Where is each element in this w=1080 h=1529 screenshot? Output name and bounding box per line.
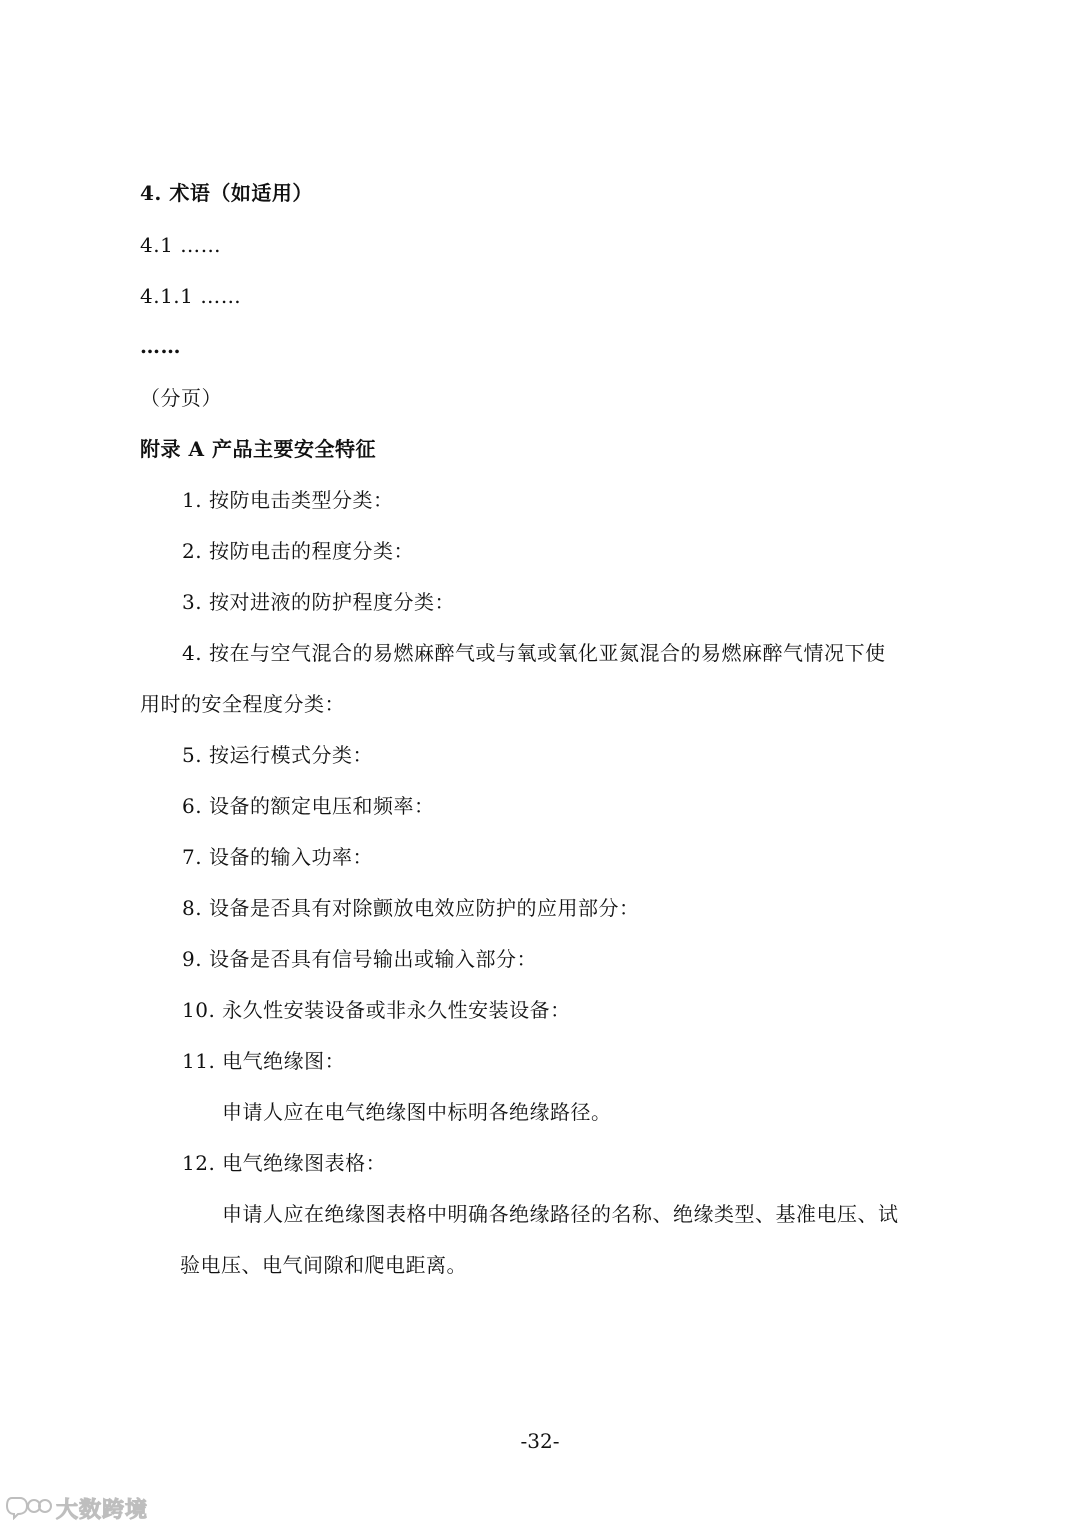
watermark bbox=[6, 1493, 148, 1524]
appendix-item-5: 5. 按运行模式分类： bbox=[182, 743, 373, 767]
page-break-note: （分页） bbox=[140, 386, 222, 410]
appendix-item-11: 11. 电气绝缘图： bbox=[182, 1049, 346, 1073]
section-4-1-1: 4.1.1 …… bbox=[140, 284, 242, 308]
appendix-a-heading: 附录 A 产品主要安全特征 bbox=[140, 437, 376, 461]
page-number: -32- bbox=[520, 1429, 560, 1453]
appendix-item-12: 12. 电气绝缘图表格： bbox=[182, 1151, 387, 1175]
appendix-item-1: 1. 按防电击类型分类： bbox=[182, 488, 394, 512]
appendix-item-2: 2. 按防电击的程度分类： bbox=[182, 539, 414, 563]
appendix-item-4-continued: 用时的安全程度分类： bbox=[140, 692, 345, 716]
appendix-item-3: 3. 按对进液的防护程度分类： bbox=[182, 590, 455, 614]
appendix-item-10: 10. 永久性安装设备或非永久性安装设备： bbox=[182, 998, 571, 1022]
section-4-heading: 4. 术语（如适用） bbox=[140, 181, 313, 205]
appendix-item-4: 4. 按在与空气混合的易燃麻醉气或与氧或氧化亚氮混合的易燃麻醉气情况下使 bbox=[182, 641, 886, 665]
appendix-item-12-detail: 申请人应在绝缘图表格中明确各绝缘路径的名称、绝缘类型、基准电压、试 bbox=[222, 1202, 899, 1226]
appendix-item-6: 6. 设备的额定电压和频率： bbox=[182, 794, 435, 818]
appendix-item-8: 8. 设备是否具有对除颤放电效应防护的应用部分： bbox=[182, 896, 640, 920]
watermark-text: 大数跨境 bbox=[56, 1498, 149, 1523]
appendix-item-11-detail: 申请人应在电气绝缘图中标明各绝缘路径。 bbox=[222, 1100, 612, 1124]
chat-bubble-logo-icon bbox=[6, 1494, 52, 1524]
section-4-1: 4.1 …… bbox=[140, 233, 222, 257]
section-4-ellipsis: …… bbox=[140, 334, 181, 358]
appendix-item-7: 7. 设备的输入功率： bbox=[182, 845, 373, 869]
appendix-item-12-detail-continued: 验电压、电气间隙和爬电距离。 bbox=[180, 1253, 467, 1277]
appendix-item-9: 9. 设备是否具有信号输出或输入部分： bbox=[182, 947, 537, 971]
